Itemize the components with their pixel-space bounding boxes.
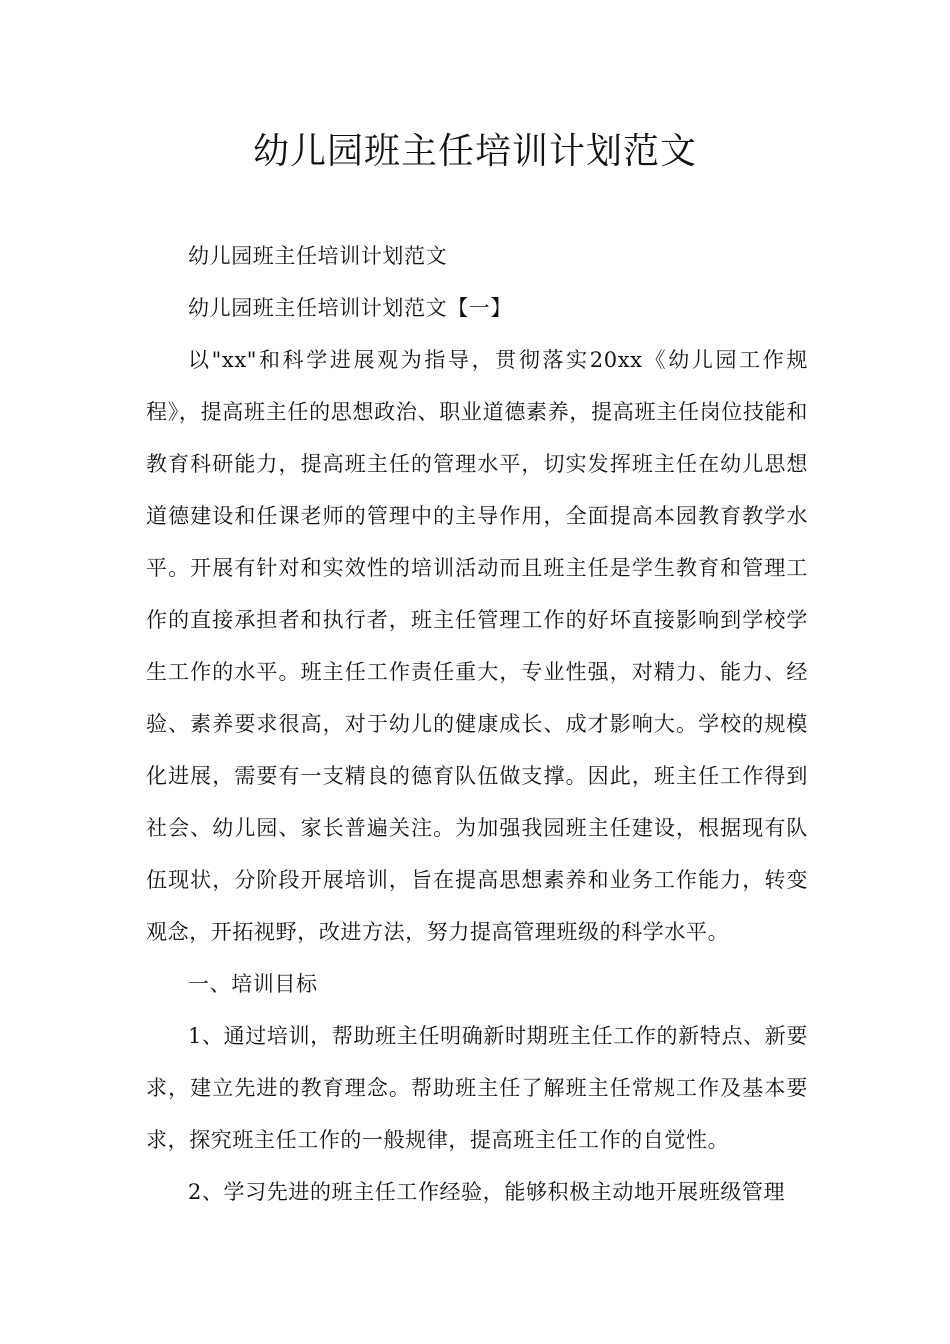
paragraph-heading-2: 幼儿园班主任培训计划范文【一】 (188, 296, 512, 320)
paragraph-goal-1: 1、通过培训，帮助班主任明确新时期班主任工作的新特点、新要求，建立先进的教育理念。帮助班主任了解班主任常规工作及基本要求，探究班主任工作的一般规律，提高班主任工作的自觉性。 (146, 1024, 808, 1152)
paragraph-heading-1: 幼儿园班主任培训计划范文 (188, 244, 448, 268)
document-body (146, 230, 808, 1218)
paragraph-intro: 以"xx"和科学进展观为指导，贯彻落实20xx《幼儿园工作规程》，提高班主任的思想政治、职业道德素养，提高班主任岗位技能和教育科研能力，提高班主任的管理水平，切实发挥班主任在幼儿思想道德建设和任课老师的管理中的主导作用，全面提高本园教育教学水平。开展有针对和实效性的培训活动而且班主任是学生教育和管理工作的直接承担者和执行者，班主任管理工作的好坏直接影响到学校学生工作的水平。班主任工作责任重大，专业性强，对精力、能力、经验、素养要求很高，对于幼儿的健康成长、成才影响大。学校的规模化进展，需要有一支精良的德育队伍做支撑。因此，班主任工作得到社会、幼儿园、家长普遍关注。为加强我园班主任建设，根据现有队伍现状，分阶段开展培训，旨在提高思想素养和业务工作能力，转变观念，开拓视野，改进方法，努力提高管理班级的科学水平。 (146, 348, 808, 944)
paragraph-goal-2: 2、学习先进的班主任工作经验，能够积极主动地开展班级管理 (188, 1180, 786, 1204)
section-heading-training-goals: 一、培训目标 (188, 972, 318, 996)
document-title: 幼儿园班主任培训计划范文 (252, 131, 697, 172)
